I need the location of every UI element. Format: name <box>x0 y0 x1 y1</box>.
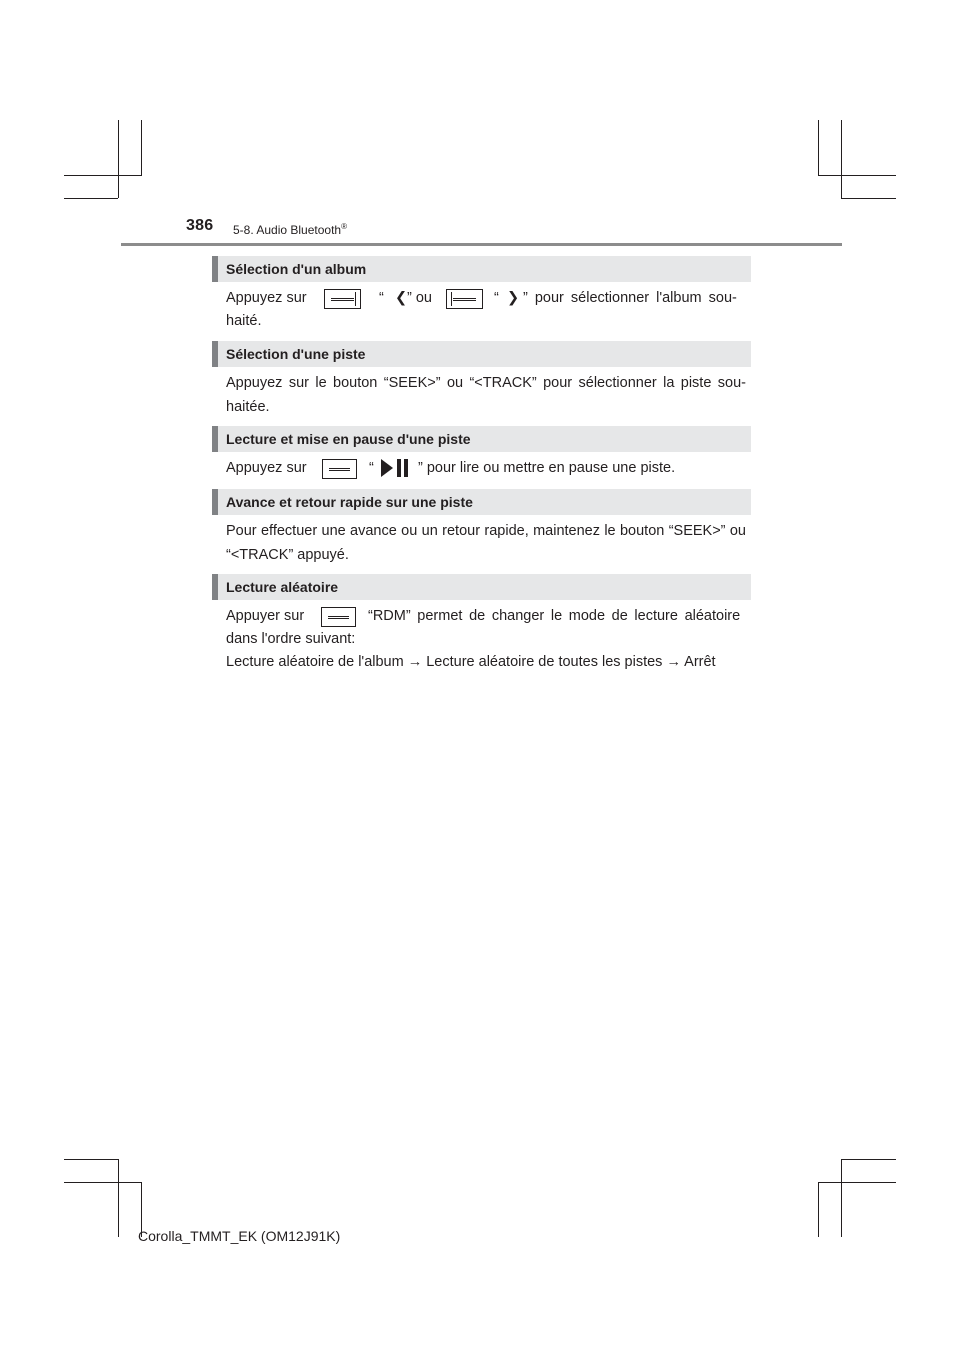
track-paragraph: Appuyez sur le bouton “SEEK>” ou “<TRACK” pour sélectionner la piste sou-haitée. <box>226 375 746 415</box>
album-ou: ” ou <box>407 290 432 306</box>
page-number: 386 <box>186 217 214 234</box>
album-line-1-end: ” pour sélectionner l'album sou- <box>523 290 737 306</box>
play-button-icon <box>322 459 357 479</box>
section-heading-track: Sélection d'une piste <box>212 341 751 367</box>
seek-button-icon <box>324 289 361 309</box>
crop-mark <box>841 198 896 199</box>
registered-mark: ® <box>341 222 347 231</box>
album-quote-open: “ <box>379 290 384 306</box>
play-pause-quote-open: “ <box>369 460 374 476</box>
crop-mark <box>64 175 142 176</box>
header-rule <box>121 243 842 246</box>
crop-mark <box>818 1182 896 1183</box>
crop-mark <box>818 1182 819 1237</box>
random-line-1a: Appuyer sur <box>226 608 305 624</box>
crop-mark <box>141 120 142 175</box>
random-line-1b: “RDM” permet de changer le mode de lecture aléatoire <box>368 608 741 624</box>
crop-mark <box>818 120 819 175</box>
crop-mark <box>64 1159 118 1160</box>
rdm-button-icon <box>321 607 356 627</box>
crop-mark <box>64 198 118 199</box>
crop-mark <box>118 1159 119 1237</box>
seek-paragraph: Pour effectuer une avance ou un retour rapide, maintenez le bouton “SEEK>” ou “<TRACK” appuyé. <box>226 523 746 563</box>
album-quote-open-2: “ <box>494 290 499 306</box>
chevron-left-icon: ❮ <box>395 290 408 306</box>
crop-mark <box>818 175 896 176</box>
track-button-icon <box>446 289 483 309</box>
chapter-title: 5-8. Audio Bluetooth® <box>233 222 347 237</box>
play-pause-line-end: ” pour lire ou mettre en pause une piste. <box>418 460 676 476</box>
crop-mark <box>64 1182 142 1183</box>
chevron-right-icon: ❯ <box>507 290 520 306</box>
crop-mark <box>118 120 119 198</box>
section-heading-play-pause: Lecture et mise en pause d'une piste <box>212 426 751 452</box>
album-line-1: Appuyez sur <box>226 290 307 306</box>
section-heading-album: Sélection d'un album <box>212 256 751 282</box>
document-id: Corolla_TMMT_EK (OM12J91K) <box>138 1228 341 1244</box>
play-pause-icon <box>380 457 412 487</box>
play-pause-line-a: Appuyez sur <box>226 460 307 476</box>
album-line-2: haité. <box>226 313 262 329</box>
crop-mark <box>841 120 842 198</box>
random-line-3: Lecture aléatoire de l'album → Lecture aléatoire de toutes les pistes → Arrêt <box>226 654 716 670</box>
crop-mark <box>841 1159 842 1237</box>
crop-mark <box>841 1159 896 1160</box>
section-heading-random: Lecture aléatoire <box>212 574 751 600</box>
random-line-2: dans l'ordre suivant: <box>226 631 356 647</box>
section-heading-seek: Avance et retour rapide sur une piste <box>212 489 751 515</box>
